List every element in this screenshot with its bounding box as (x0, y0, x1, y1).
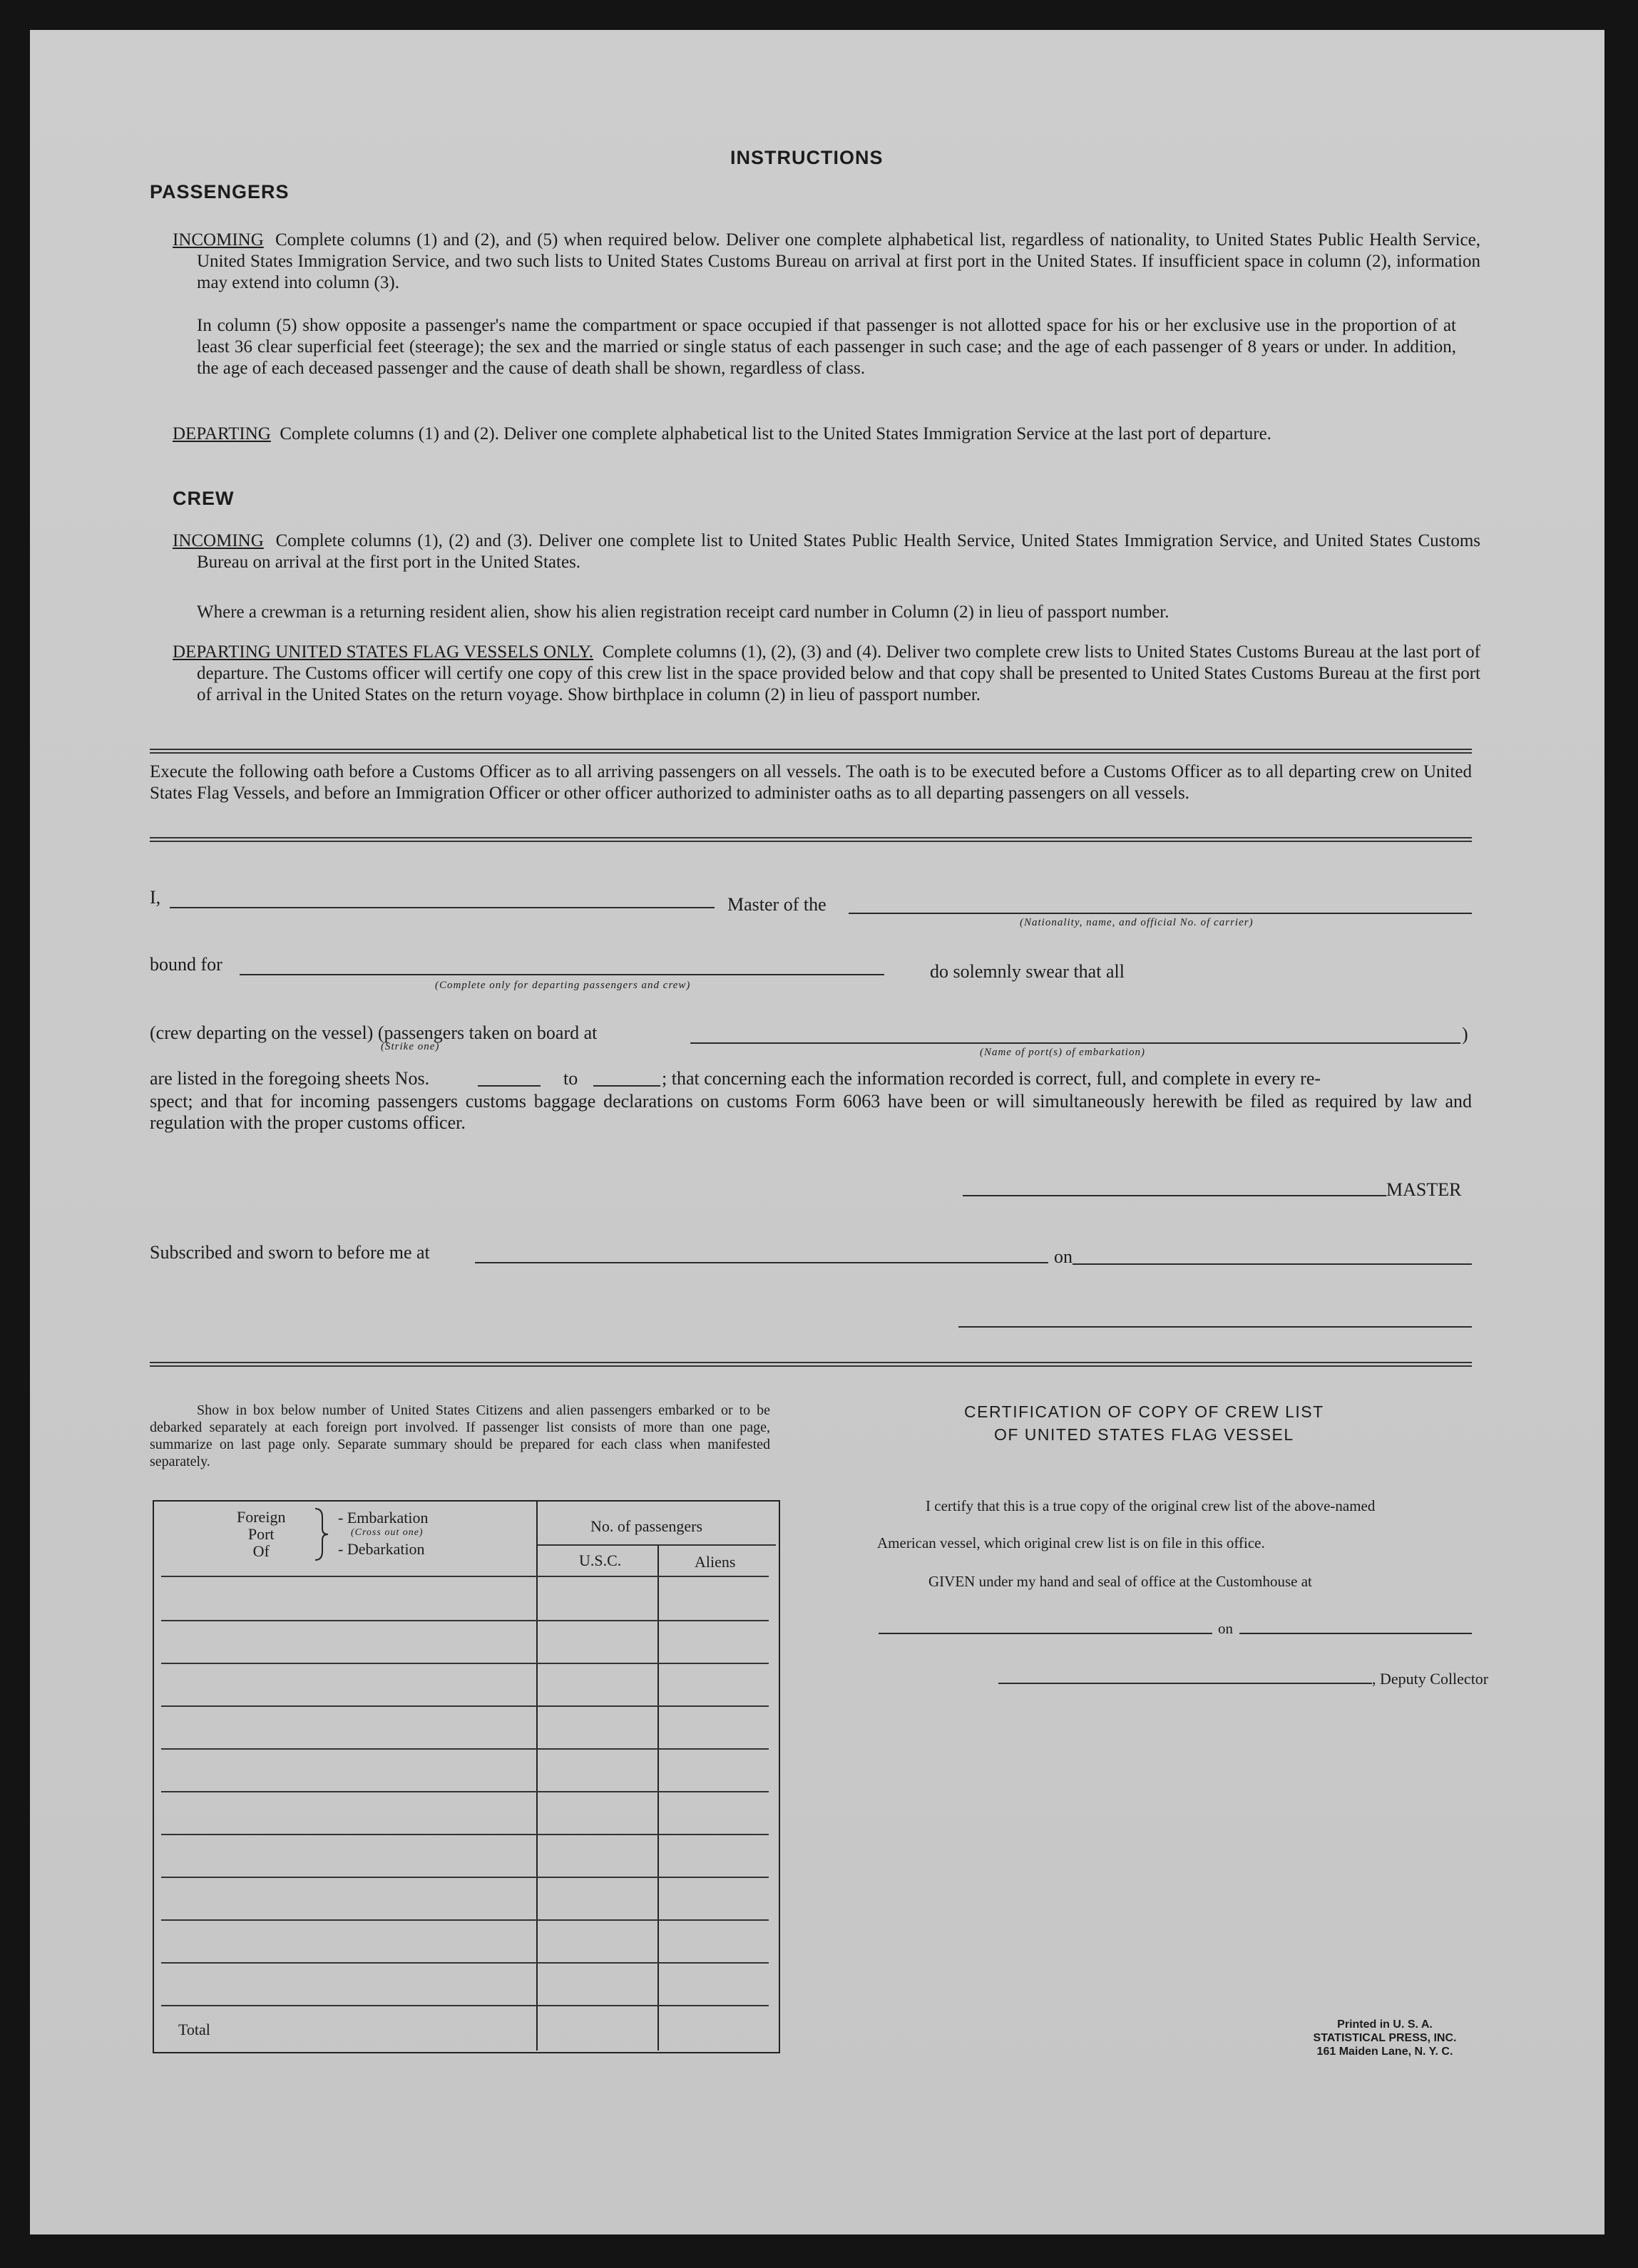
table-col-divider (536, 1502, 538, 2051)
embarkation-port-field[interactable] (690, 1042, 1460, 1044)
debarkation-label: - Debarkation (338, 1540, 425, 1558)
given-text: GIVEN under my hand and seal of office at the Customhouse at (928, 1573, 1312, 1590)
listed-text: ; that concerning each the information recorded is correct, full, and complete in every re- (662, 1068, 1321, 1089)
sheet-from-field[interactable] (478, 1085, 541, 1087)
subscribed-label: Subscribed and sworn to before me at (150, 1242, 430, 1263)
crew-heading: CREW (173, 488, 235, 509)
deputy-collector-label: , Deputy Collector (1372, 1670, 1489, 1688)
table-subheader-line (538, 1544, 776, 1546)
port-caption: (Name of port(s) of embarkation) (980, 1047, 1145, 1058)
bound-for-field[interactable] (240, 974, 884, 975)
i-label: I, (150, 887, 161, 908)
foreign-port-header (237, 1509, 285, 1560)
printer-line3: 161 Maiden Lane, N. Y. C. (1316, 2046, 1453, 2058)
printer-line1: Printed in U. S. A. (1337, 2018, 1433, 2031)
summary-note: Show in box below number of United States Citizens and alien passengers embarked or to be debarked separately at each foreign port involved. If passenger list consists of more than one page, summarize on last page only. Separate summary should be prepared for each class when manifested separately. (150, 1402, 770, 1469)
swear-label: do solemnly swear that all (930, 961, 1125, 982)
incoming-passengers-paragraph (173, 230, 1480, 294)
oath-intro: Execute the following oath before a Customs Officer as to all arriving passengers on all vessels. The oath is to be executed before a Customs Officer as to all departing crew on United States Flag Vessels, and before an Immigration Officer or other officer authorized to administer oaths as to all departing passengers on all vessels. (150, 762, 1472, 803)
deputy-signature-field[interactable] (998, 1683, 1372, 1684)
summary-table (153, 1500, 780, 2053)
embarkation-label: - Embarkation (338, 1509, 429, 1526)
total-label: Total (178, 2021, 210, 2038)
departing-us-text: Complete columns (1), (2), (3) and (4). Deliver two complete crew lists to United States Customs Bureau at the last port of departure. The Customs officer will certify one copy of this crew list in the space provided below and that copy shall be presented to United States Customs Bureau at the first port of arrival in the United States on the return voyage. Show birthplace in column (2) in lieu of passport number. (197, 642, 1480, 704)
master-signature-field[interactable] (963, 1195, 1386, 1196)
incoming-text: Complete columns (1) and (2), and (5) when required below. Deliver one complete alphabetical list, regardless of nationality, to United States Public Health Service, United States Immigration Service, and two such lists to United States Customs Bureau on arrival at first port in the United States. If insufficient space in column (2), information may extend into column (3). (197, 230, 1481, 292)
crewman-paragraph: Where a crewman is a returning resident alien, show his alien registration receipt card number in Column (2) in lieu of passport number. (197, 602, 1169, 622)
certification-title-line1: CERTIFICATION OF COPY OF CREW LIST (964, 1402, 1324, 1421)
close-paren: ) (1462, 1024, 1468, 1045)
table-row (161, 1748, 769, 1750)
bound-caption: (Complete only for departing passengers and crew) (435, 980, 691, 991)
passengers-heading: PASSENGERS (150, 181, 290, 202)
table-row (161, 1877, 769, 1878)
departing-text: Complete columns (1) and (2). Deliver one complete alphabetical list to the United States Immigration Service at the last port of departure. (280, 424, 1271, 443)
column5-paragraph: In column (5) show opposite a passenger's name the compartment or space occupied if that passenger is not allotted space for his or her exclusive use in the proportion of at least 36 clear superficial feet (steerage); the sex and the married or single status of each passenger in such case; and the age of each passenger of 8 years or under. In addition, the age of each deceased passenger and the cause of death shall be shown, regardless of class. (197, 316, 1456, 378)
officer-signature-field[interactable] (958, 1326, 1472, 1328)
table-row (161, 1663, 769, 1664)
on-label: on (1054, 1246, 1073, 1267)
listed-continuation: spect; and that for incoming passengers customs baggage declarations on customs Form 6063 have been or will simultaneously herewith be filed as required by law and regulation with the proper customs officer. (150, 1091, 1472, 1133)
cert-on-label: on (1218, 1620, 1233, 1637)
departing-label: DEPARTING (173, 424, 271, 443)
aliens-header: Aliens (695, 1553, 736, 1571)
table-row (161, 2005, 769, 2006)
divider (150, 1362, 1472, 1367)
strike-one-caption: (Strike one) (381, 1041, 440, 1052)
certification-title (964, 1400, 1324, 1446)
certification-date-field[interactable] (1239, 1633, 1472, 1634)
listed-to-label: to (563, 1068, 578, 1089)
table-row (161, 1705, 769, 1707)
table-row (161, 1919, 769, 1921)
divider (150, 837, 1472, 842)
crew-incoming-label: INCOMING (173, 531, 264, 550)
customhouse-location-field[interactable] (879, 1633, 1212, 1634)
usc-header: U.S.C. (579, 1551, 622, 1569)
departing-us-label: DEPARTING UNITED STATES FLAG VESSELS ONLY. (173, 642, 593, 662)
certification-title-line2: OF UNITED STATES FLAG VESSEL (993, 1425, 1294, 1444)
form-page (30, 30, 1604, 2234)
incoming-label: INCOMING (173, 230, 264, 250)
printer-line2: STATISTICAL PRESS, INC. (1313, 2032, 1457, 2044)
carrier-field[interactable] (849, 913, 1472, 914)
crew-departing-label: (crew departing on the vessel) (passengers taken on board at (150, 1022, 598, 1043)
crew-incoming-paragraph (173, 530, 1480, 573)
table-row (161, 1620, 769, 1621)
header-port: Port (247, 1525, 275, 1543)
master-label: MASTER (1386, 1179, 1462, 1200)
printer-imprint (1299, 2018, 1470, 2058)
sheet-to-field[interactable] (593, 1085, 660, 1087)
crew-incoming-text: Complete columns (1), (2) and (3). Deliver one complete list to United States Public Health Service, United States Immigration Service, and United States Customs Bureau on arrival at the first port in the United States. (197, 531, 1480, 572)
sworn-location-field[interactable] (475, 1262, 1048, 1263)
bound-for-label: bound for (150, 954, 222, 975)
american-vessel-text: American vessel, which original crew list is on file in this office. (877, 1534, 1265, 1551)
sworn-date-field[interactable] (1073, 1263, 1472, 1265)
listed-label: are listed in the foregoing sheets Nos. (150, 1068, 430, 1089)
departing-passengers-paragraph (173, 424, 1480, 445)
no-of-passengers-header: No. of passengers (590, 1517, 703, 1535)
table-row (161, 1834, 769, 1835)
cross-out-caption: (Cross out one) (351, 1527, 424, 1538)
instructions-title: INSTRUCTIONS (730, 147, 884, 168)
header-of: Of (252, 1542, 270, 1560)
master-name-field[interactable] (170, 907, 715, 908)
divider (150, 749, 1472, 754)
master-of-the-label: Master of the (727, 894, 826, 915)
table-row (161, 1576, 769, 1577)
header-foreign: Foreign (237, 1508, 286, 1526)
certify-text: I certify that this is a true copy of the original crew list of the above-named (926, 1497, 1376, 1514)
brace-icon (312, 1506, 334, 1563)
carrier-caption: (Nationality, name, and official No. of carrier) (1020, 917, 1254, 928)
departing-us-paragraph (173, 642, 1480, 706)
table-row (161, 1962, 769, 1964)
table-row (161, 1791, 769, 1792)
